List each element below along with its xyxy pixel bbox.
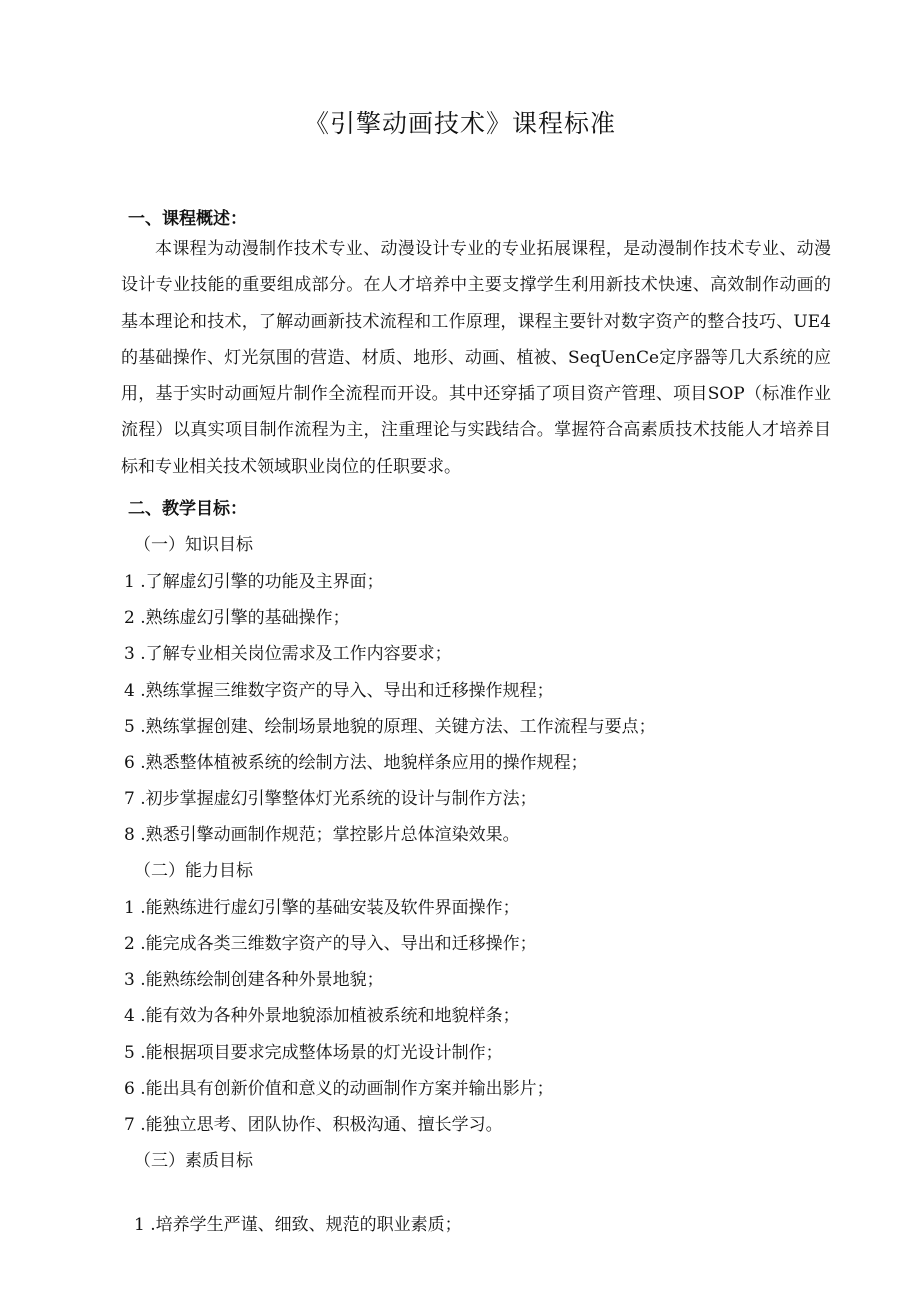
item-number: 7 xyxy=(124,789,135,809)
ability-item xyxy=(124,1074,554,1099)
item-number: 6 xyxy=(124,753,135,773)
item-text: .熟练掌握创建、绘制场景地貌的原理、关键方法、工作流程与要点； xyxy=(140,717,656,737)
knowledge-item xyxy=(124,712,656,737)
quality-item xyxy=(134,1210,462,1235)
item-number: 1 xyxy=(124,898,135,918)
section-heading-objectives: 二、教学目标： xyxy=(128,499,247,519)
knowledge-item xyxy=(124,676,554,701)
ability-item xyxy=(124,929,537,954)
subheading-knowledge: （一）知识目标 xyxy=(134,535,253,555)
item-number: 3 xyxy=(124,970,135,990)
item-number: 5 xyxy=(124,717,135,737)
knowledge-item xyxy=(124,820,520,845)
item-text: .能熟练进行虚幻引擎的基础安装及软件界面操作； xyxy=(140,898,520,918)
ability-item xyxy=(124,893,520,918)
item-number: 3 xyxy=(124,644,135,664)
ability-item xyxy=(124,1001,520,1026)
item-number: 8 xyxy=(124,825,135,845)
item-number: 5 xyxy=(124,1043,135,1063)
item-text: .初步掌握虚幻引擎整体灯光系统的设计与制作方法； xyxy=(140,789,537,809)
knowledge-item xyxy=(124,748,588,773)
item-number: 7 xyxy=(124,1115,135,1135)
item-number: 6 xyxy=(124,1079,135,1099)
item-text: .了解虚幻引擎的功能及主界面； xyxy=(140,572,384,592)
item-number: 2 xyxy=(124,608,135,628)
document-title: 《引擎动画技术》课程标准 xyxy=(303,109,616,138)
item-text: .能有效为各种外景地貌添加植被系统和地貌样条； xyxy=(140,1006,520,1026)
ability-item xyxy=(124,1110,503,1135)
item-text: .熟练掌握三维数字资产的导入、导出和迁移操作规程； xyxy=(140,681,554,701)
knowledge-item xyxy=(124,603,350,628)
section-heading-overview: 一、课程概述： xyxy=(128,209,247,229)
item-text: .了解专业相关岗位需求及工作内容要求； xyxy=(140,644,452,664)
item-number: 1 xyxy=(124,572,135,592)
knowledge-item xyxy=(124,784,537,809)
item-number: 2 xyxy=(124,934,135,954)
item-number: 4 xyxy=(124,1006,135,1026)
item-text: .能独立思考、团队协作、积极沟通、擅长学习。 xyxy=(140,1115,503,1135)
item-number: 4 xyxy=(124,681,135,701)
ability-item xyxy=(124,965,384,990)
item-text: .熟悉整体植被系统的绘制方法、地貌样条应用的操作规程； xyxy=(140,753,588,773)
knowledge-item xyxy=(124,567,384,592)
item-text: .能熟练绘制创建各种外景地貌； xyxy=(140,970,384,990)
item-number: 1 xyxy=(134,1215,145,1235)
item-text: .熟悉引擎动画制作规范；掌控影片总体渲染效果。 xyxy=(140,825,520,845)
ability-item xyxy=(124,1038,503,1063)
item-text: .熟练虚幻引擎的基础操作； xyxy=(140,608,350,628)
item-text: .能完成各类三维数字资产的导入、导出和迁移操作； xyxy=(140,934,537,954)
item-text: .能根据项目要求完成整体场景的灯光设计制作； xyxy=(140,1043,503,1063)
overview-paragraph: 本课程为动漫制作技术专业、动漫设计专业的专业拓展课程，是动漫制作技术专业、动漫设计专业技能的重要组成部分。在人才培养中主要支撑学生利用新技术快速、高效制作动画的基本理论和技术，了解动画新技术流程和工作原理，课程主要针对数字资产的整合技巧、UE4的基础操作、灯光氛围的营造、材质、地形、动画、植被、SeqUenCe定序器等几大系统的应用，基于实时动画短片制作全流程而开设。其中还穿插了项目资产管理、项目SOP（标准作业流程）以真实项目制作流程为主，注重理论与实践结合。掌握符合高素质技术技能人才培养目标和专业相关技术领域职业岗位的任职要求。 xyxy=(121,239,831,477)
subheading-quality: （三）素质目标 xyxy=(134,1151,253,1171)
knowledge-item xyxy=(124,639,452,664)
subheading-ability: （二）能力目标 xyxy=(134,861,253,881)
item-text: .培养学生严谨、细致、规范的职业素质； xyxy=(150,1215,462,1235)
item-text: .能出具有创新价值和意义的动画制作方案并输出影片； xyxy=(140,1079,554,1099)
